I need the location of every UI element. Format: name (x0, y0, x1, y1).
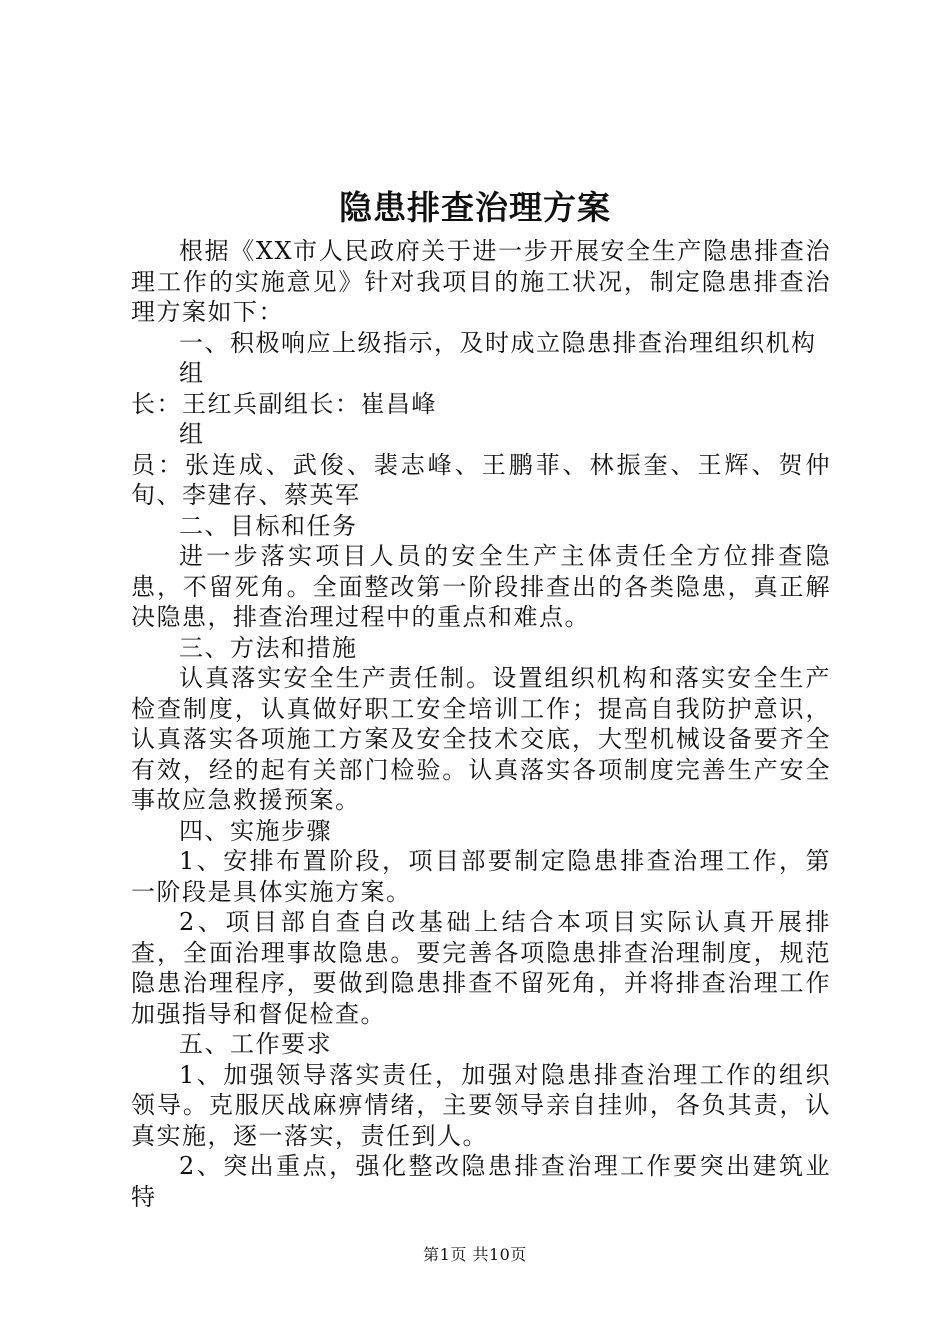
paragraph-intro: 根据《XX市人民政府关于进一步开展安全生产隐患排查治理工作的实施意见》针对我项目的施工状况，制定隐患排查治理方案如下： (131, 237, 831, 326)
group-member-line: 员：张连成、武俊、裴志峰、王鹏菲、林振奎、王辉、贺仲旬、李建存、蔡英军 (131, 450, 831, 509)
section-heading-4: 四、实施步骤 (179, 816, 332, 845)
section-heading-3: 三、方法和措施 (179, 633, 358, 662)
paragraph-step-1: 1、安排布置阶段，项目部要制定隐患排查治理工作，第一阶段是具体实施方案。 (131, 847, 831, 906)
group-leader-line: 长：王红兵副组长：崔昌峰 (131, 389, 437, 418)
group-leader-label: 组 (179, 359, 205, 387)
section-heading-1: 一、积极响应上级指示，及时成立隐患排查治理组织机构 (179, 328, 817, 357)
group-member-label: 组 (179, 420, 205, 448)
section-heading-5: 五、工作要求 (179, 1030, 332, 1058)
document-title: 隐患排查治理方案 (339, 188, 611, 227)
paragraph-methods: 认真落实安全生产责任制。设置组织机构和落实安全生产检查制度，认真做好职工安全培训工作；提高自我防护意识，认真落实各项施工方案及安全技术交底，大型机械设备要齐全有效，经的起有关部门检验。认真落实各项制度完善生产安全事故应急救援预案。 (131, 664, 831, 814)
paragraph-goals: 进一步落实项目人员的安全生产主体责任全方位排查隐患，不留死角。全面整改第一阶段排查出的各类隐患，真正解决隐患，排查治理过程中的重点和难点。 (131, 542, 831, 631)
paragraph-requirement-2: 2、突出重点，强化整改隐患排查治理工作要突出建筑业特 (131, 1152, 831, 1211)
page-number-footer: 第1页 共10页 (423, 1245, 527, 1264)
paragraph-step-2: 2、项目部自查自改基础上结合本项目实际认真开展排查，全面治理事故隐患。要完善各项隐患排查治理制度，规范隐患治理程序，要做到隐患排查不留死角，并将排查治理工作加强指导和督促检查。 (131, 908, 831, 1028)
paragraph-requirement-1: 1、加强领导落实责任，加强对隐患排查治理工作的组织领导。克服厌战麻痹情绪，主要领导亲自挂帅，各负其责，认真实施，逐一落实，责任到人。 (131, 1060, 831, 1150)
document-body (131, 236, 831, 1212)
section-heading-2: 二、目标和任务 (179, 511, 358, 540)
